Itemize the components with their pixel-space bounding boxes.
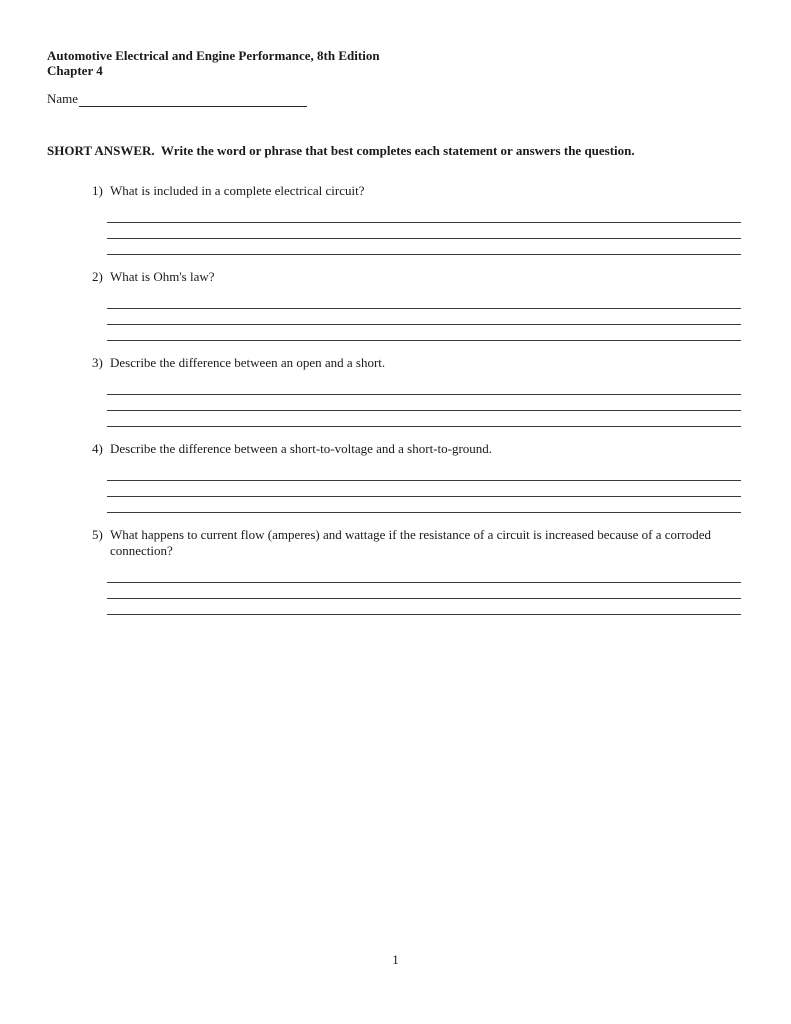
answer-blank-line: [107, 223, 741, 239]
answer-lines: [107, 379, 742, 427]
answer-blank-line: [107, 309, 741, 325]
question-number: 5): [92, 527, 103, 542]
answer-blank-line: [107, 379, 741, 395]
answer-lines: [107, 567, 742, 615]
question-number: 2): [92, 269, 103, 284]
question-number: 4): [92, 441, 103, 456]
question-text-row: [92, 183, 742, 199]
answer-blank-line: [107, 239, 741, 255]
answer-blank-line: [107, 583, 741, 599]
section-instructions: SHORT ANSWER. Write the word or phrase that best completes each statement or answers the question.: [47, 143, 635, 158]
answer-blank-line: [107, 599, 741, 615]
question-item: [92, 527, 742, 615]
answer-blank-line: [107, 481, 741, 497]
name-row: [47, 91, 742, 107]
answer-blank-line: [107, 207, 741, 223]
answer-blank-line: [107, 325, 741, 341]
answer-blank-line: [107, 497, 741, 513]
question-number: 1): [92, 183, 103, 198]
question-item: [92, 269, 742, 341]
answer-blank-line: [107, 293, 741, 309]
name-blank-line: [79, 92, 307, 107]
question-text-row: [92, 355, 742, 371]
question-text: What happens to current flow (amperes) and wattage if the resistance of a circuit is increased because of a corroded connection?: [110, 527, 711, 558]
name-label: Name: [47, 91, 79, 106]
chapter-label: Chapter 4: [47, 63, 103, 78]
question-number: 3): [92, 355, 103, 370]
question-item: [92, 183, 742, 255]
question-text-row: [92, 441, 742, 457]
answer-blank-line: [107, 395, 741, 411]
question-text-row: [92, 269, 742, 285]
question-text: What is Ohm's law?: [110, 269, 215, 284]
book-title: Automotive Electrical and Engine Performance, 8th Edition: [47, 48, 380, 63]
answer-blank-line: [107, 411, 741, 427]
questions-list: [92, 183, 742, 615]
question-text: Describe the difference between an open and a short.: [110, 355, 386, 370]
question-text-row: [92, 527, 742, 559]
answer-lines: [107, 465, 742, 513]
answer-blank-line: [107, 567, 741, 583]
question-text: Describe the difference between a short-to-voltage and a short-to-ground.: [110, 441, 493, 456]
question-text: What is included in a complete electrical circuit?: [110, 183, 365, 198]
answer-lines: [107, 293, 742, 341]
question-item: [92, 441, 742, 513]
answer-blank-line: [107, 465, 741, 481]
answer-lines: [107, 207, 742, 255]
document-header: [47, 48, 742, 78]
page-number: 1: [392, 952, 399, 967]
question-item: [92, 355, 742, 427]
